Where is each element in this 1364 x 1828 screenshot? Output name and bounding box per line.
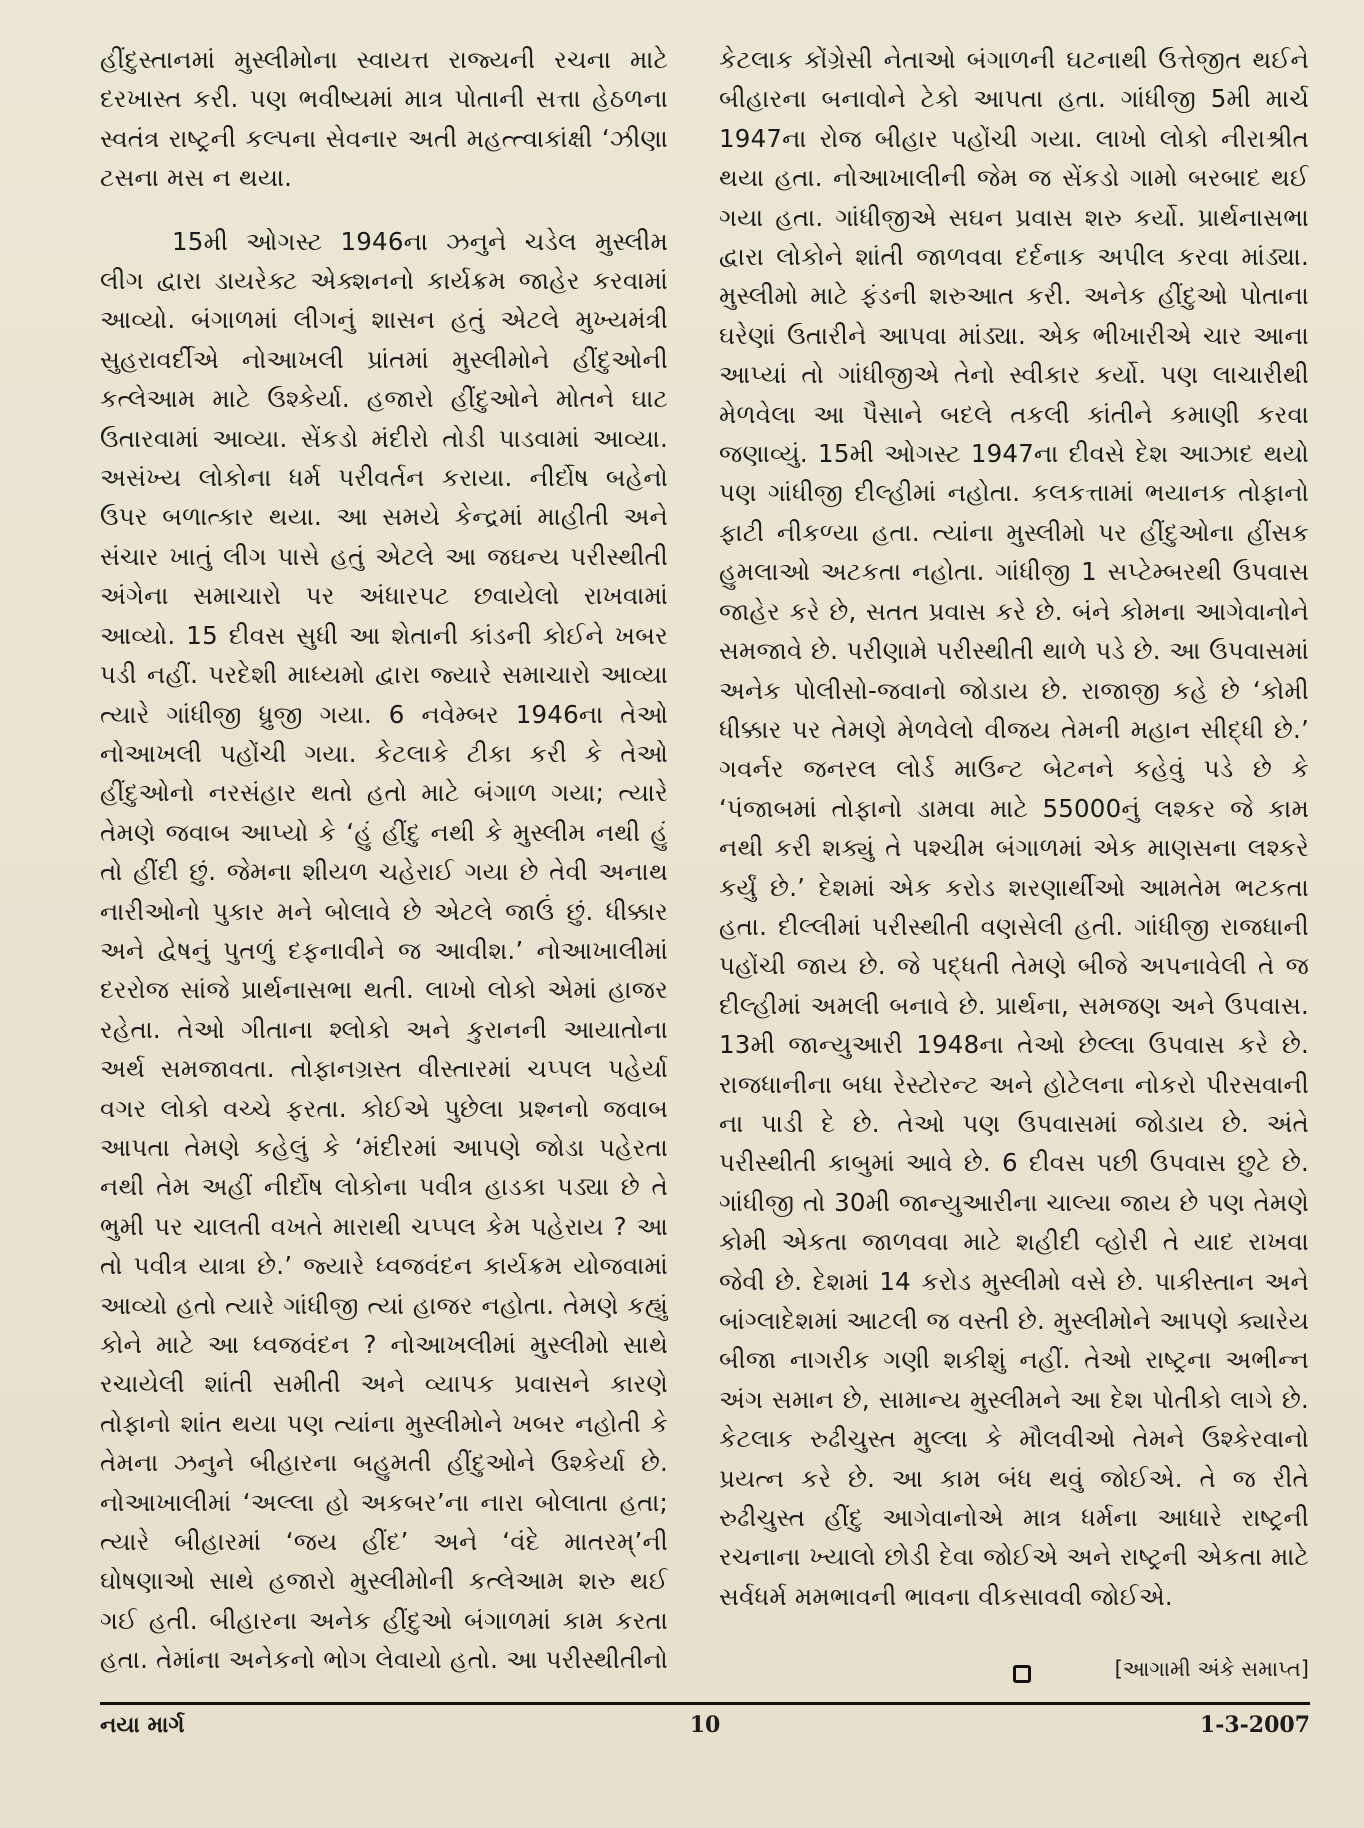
continued-note: [આગામી અંકે સમાપ્ત] — [1114, 1657, 1309, 1681]
paragraph-right-1: કેટલાક કોંગ્રેસી નેતાઓ બંગાળની ઘટનાથી ઉત્તેજીત થઈને બીહારના બનાવોને ટેકો આપતા હતા. ગાંધીજી 5મી માર્ચ 1947ના રોજ બીહાર પહોંચી ગયા. લાખો લોકો નીરાશ્રીત થયા હતા. નોઆખાલીની જેમ જ સેંકડો ગામો બરબાદ થઈ ગયા હતા. ગાંધીજીએ સઘન પ્રવાસ શરુ કર્યો. પ્રાર્થનાસભા દ્વારા લોકોને શાંતી જાળવવા દર્દનાક અપીલ કરવા માંડ્યા. મુસ્લીમો માટે ફંડની શરુઆત કરી. અનેક હીંદુઓ પોતાના ઘરેણાં ઉતારીને આપવા માંડ્યા. એક ભીખારીએ ચાર આના આપ્યાં તો ગાંધીજીએ તેનો સ્વીકાર કર્યો. પણ લાચારીથી મેળવેલા આ પૈસાને બદલે તકલી કાંતીને કમાણી કરવા જણાવ્યું. 15મી ઓગસ્ટ 1947ના દીવસે દેશ આઝાદ થયો પણ ગાંધીજી દીલ્હીમાં નહોતા. કલકત્તામાં ભયાનક તોફાનો ફાટી નીકળ્યા હતા. ત્યાંના મુસ્લીમો પર હીંદુઓના હીંસક હુમલાઓ અટકતા નહોતા. ગાંધીજી 1 સપ્ટેમ્બરથી ઉપવાસ જાહેર કરે છે, સતત પ્રવાસ કરે છે. બંને કોમના આગેવાનોને સમજાવે છે. પરીણામે પરીસ્થીતી થાળે પડે છે. આ ઉપવાસમાં અનેક પોલીસો-જવાનો જોડાય છે. રાજાજી કહે છે ‘કોમી ધીક્કાર પર તેમણે મેળવેલો વીજય તેમની મહાન સીદ્ધી છે.’ ગવર્નર જનરલ લોર્ડ માઉન્ટ બેટનને કહેવું પડે છે કે ‘પંજાબમાં તોફાનો ડામવા માટે 55000નું લશ્કર જે કામ નથી કરી શક્યું તે પશ્ચીમ બંગાળમાં એક માણસના લશ્કરે કર્યું છે.’ દેશમાં એક કરોડ શરણાર્થીઓ આમતેમ ભટકતા હતા. દીલ્લીમાં પરીસ્થીતી વણસેલી હતી. ગાંધીજી રાજધાની પહોંચી જાય છે. જે પદ્ધતી તેમણે બીજે અપનાવેલી તે જ દીલ્હીમાં અમલી બનાવે છે. પ્રાર્થના, સમજણ અને ઉપવાસ. 13મી જાન્યુઆરી 1948ના તેઓ છેલ્લા ઉપવાસ કરે છે. રાજધાનીના બધા રેસ્ટોરન્ટ અને હોટેલના નોકરો પીરસવાની ના પાડી દે છે. તેઓ પણ ઉપવાસમાં જોડાય છે. અંતે પરીસ્થીતી કાબુમાં આવે છે. 6 દીવસ પછી ઉપવાસ છુટે છે. ગાંધીજી તો 30મી જાન્યુઆરીના ચાલ્યા જાય છે પણ તેમણે કોમી એકતા જાળવવા માટે શહીદી વ્હોરી તે યાદ રાખવા જેવી છે. દેશમાં 14 કરોડ મુસ્લીમો વસે છે. પાકીસ્તાન અને બાંગ્લાદેશમાં આટલી જ વસ્તી છે. મુસ્લીમોને આપણે ક્યારેય બીજા નાગરીક ગણી શકીશું નહીં. તેઓ રાષ્ટ્રના અભીન્ન અંગ સમાન છે, સામાન્ય મુસ્લીમને આ દેશ પોતીકો લાગે છે. કેટલાક રુઢીચુસ્ત મુલ્લા કે મૌલવીઓ તેમને ઉશ્કેરવાનો પ્રયત્ન કરે છે. આ કામ બંધ થવું જોઈએ. તે જ રીતે રુઢીચુસ્ત હીંદુ આગેવાનોએ માત્ર ધર્મના આધારે રાષ્ટ્રની રચનાના ખ્યાલો છોડી દેવા જોઈએ અને રાષ્ટ્રની એકતા માટે સર્વધર્મ મમભાવની ભાવના વીકસાવવી જોઈએ. — [719, 45, 1309, 1611]
footer-rule — [100, 1702, 1310, 1705]
page-footer — [100, 1712, 1310, 1752]
article-left-column — [100, 40, 668, 1680]
issue-date: 1-3-2007 — [1199, 1712, 1310, 1738]
article-right-column — [719, 40, 1309, 1680]
end-mark-icon — [1013, 1665, 1031, 1683]
paragraph-left-2: 15મી ઓગસ્ટ 1946ના ઝનુને ચડેલ મુસ્લીમ લીગ દ્વારા ડાયરેક્ટ એક્શનનો કાર્યક્રમ જાહેર કરવામાં આવ્યો. બંગાળમાં લીગનું શાસન હતું એટલે મુખ્યમંત્રી સુહરાવર્દીએ નોઆખલી પ્રાંતમાં મુસ્લીમોને હીંદુઓની કત્લેઆમ માટે ઉશ્કેર્યા. હજારો હીંદુઓને મોતને ઘાટ ઉતારવામાં આવ્યા. સેંકડો મંદીરો તોડી પાડવામાં આવ્યા. અસંખ્ય લોકોના ધર્મ પરીવર્તન કરાયા. નીર્દોષ બહેનો ઉપર બળાત્કાર થયા. આ સમયે કેન્દ્રમાં માહીતી અને સંચાર ખાતું લીગ પાસે હતું એટલે આ જઘન્ય પરીસ્થીતી અંગેના સમાચારો પર અંધારપટ છવાયેલો રાખવામાં આવ્યો. 15 દીવસ સુધી આ શેતાની કાંડની કોઈને ખબર પડી નહીં. પરદેશી માધ્યમો દ્વારા જ્યારે સમાચારો આવ્યા ત્યારે ગાંધીજી ધ્રુજી ગયા. 6 નવેમ્બર 1946ના તેઓ નોઆખલી પહોંચી ગયા. કેટલાકે ટીકા કરી કે તેઓ હીંદુઓનો નરસંહાર થતો હતો માટે બંગાળ ગયા; ત્યારે તેમણે જવાબ આપ્યો કે ‘હું હીંદુ નથી કે મુસ્લીમ નથી હું તો હીંદી છું. જેમના શીયળ ચહેરાઈ ગયા છે તેવી અનાથ નારીઓનો પુકાર મને બોલાવે છે એટલે જાઉં છું. ધીક્કાર અને દ્વેષનું પુતળું દફનાવીને જ આવીશ.’ નોઆખાલીમાં દરરોજ સાંજે પ્રાર્થનાસભા થતી. લાખો લોકો એમાં હાજર રહેતા. તેઓ ગીતાના શ્લોકો અને કુરાનની આયાતોના અર્થ સમજાવતા. તોફાનગ્રસ્ત વીસ્તારમાં ચપ્પલ પહેર્યા વગર લોકો વચ્ચે ફરતા. કોઈએ પુછેલા પ્રશ્નનો જવાબ આપતા તેમણે કહેલું કે ‘મંદીરમાં આપણે જોડા પહેરતા નથી તેમ અહીં નીર્દોષ લોકોના પવીત્ર હાડકા પડ્યા છે તે ભુમી પર ચાલતી વખતે મારાથી ચપ્પલ કેમ પહેરાય ? આ તો પવીત્ર યાત્રા છે.’ જ્યારે ધ્વજવંદન કાર્યક્રમ યોજવામાં આવ્યો હતો ત્યારે ગાંધીજી ત્યાં હાજર નહોતા. તેમણે કહ્યું કોને માટે આ ધ્વજવંદન ? નોઆખલીમાં મુસ્લીમો સાથે રચાયેલી શાંતી સમીતી અને વ્યાપક પ્રવાસને કારણે તોફાનો શાંત થયા પણ ત્યાંના મુસ્લીમોને ખબર નહોતી કે તેમના ઝનુને બીહારના બહુમતી હીંદુઓને ઉશ્કેર્યા છે. નોઆખાલીમાં ‘અલ્લા હો અકબર’ના નારા બોલાતા હતા; ત્યારે બીહારમાં ‘જય હીંદ’ અને ‘વંદે માતરમ્’ની ઘોષણાઓ સાથે હજારો મુસ્લીમોની કત્લેઆમ શરુ થઈ ગઈ હતી. બીહારના અનેક હીંદુઓ બંગાળમાં કામ કરતા હતા. તેમાંના અનેકનો ભોગ લેવાયો હતો. આ પરીસ્થીતીનો — [100, 226, 668, 1675]
paragraph-left-1: હીંદુસ્તાનમાં મુસ્લીમોના સ્વાયત્ત રાજ્યની રચના માટે દરખાસ્ત કરી. પણ ભવીષ્યમાં માત્ર પોતાની સત્તા હેઠળના સ્વતંત્ર રાષ્ટ્રની કલ્પના સેવનાર અતી મહત્ત્વાકાંક્ષી ‘ઝીણા ટસના મસ ન થયા. — [100, 45, 668, 193]
page-number: 10 — [689, 1712, 721, 1738]
article-end — [719, 1655, 1309, 1695]
magazine-name: નયા માર્ગ — [100, 1712, 185, 1738]
